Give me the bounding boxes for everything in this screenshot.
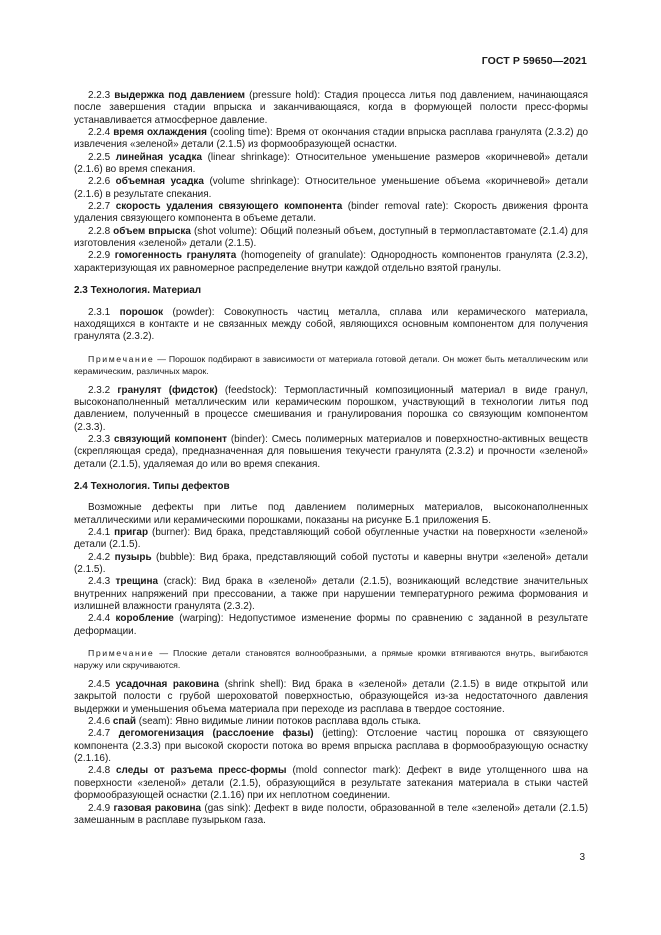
- document-header: ГОСТ Р 59650—2021: [481, 55, 587, 67]
- definition-entry: 2.2.9 гомогенность гранулята (homogeneity of granulate): Однородность компонентов гранулята (2.3.2), характеризующая их равномерное распределение внутри каждой отдельно взятой гранулы.: [74, 250, 589, 274]
- section-heading-2-4: 2.4 Технология. Типы дефектов: [74, 480, 230, 492]
- definition-entry: 2.3.3 связующий компонент (binder): Смесь полимерных материалов и поверхностно-активных веществ (скрепляющая среда), предназначенная для повышения текучести гранулята (2.3.2) и прочности «зеленой» детали (2.1.5), удаляемая до или во время спекания.: [74, 433, 588, 470]
- document-body: [74, 90, 588, 827]
- note: Примечание — Плоские детали становятся волнообразными, а прямые кромки втягиваются внутрь, выгибаются наружу или скручиваются.: [74, 648, 588, 671]
- definition-entry: 2.4.4 коробление (warping): Недопустимое изменение формы по сравнению с заданной в результате деформации.: [74, 613, 588, 637]
- section-intro: Возможные дефекты при литье под давлением полимерных материалов, высоконаполненных металлическими или керамическими порошками, показаны на рисунке Б.1 приложения Б.: [74, 502, 588, 526]
- definition-entry: 2.2.5 линейная усадка (linear shrinkage): Относительное уменьшение размеров «коричневой» детали (2.1.6) во время спекания.: [74, 151, 588, 176]
- definition-entry: 2.4.8 следы от разъема пресс-формы (mold connector mark): Дефект в виде утолщенного шва на поверхности «зеленой» детали (2.1.5), образующийся в результате затекания материала в стыки частей формообразующей оснастки (2.1.16) при их неплотном соединении.: [74, 765, 589, 802]
- definition-entry: 2.2.7 скорость удаления связующего компонента (binder removal rate): Скорость движения фронта удаления связующего компонента в объеме детали.: [74, 201, 588, 225]
- definition-entry: 2.2.8 объем впрыска (shot volume): Общий полезный объем, доступный в термопластавтомате (2.1.4) для изготовления «зеленой» детали (2.1.5).: [74, 225, 588, 250]
- definition-entry: 2.4.9 газовая раковина (gas sink): Дефект в виде полости, образованной в теле «зеленой» детали (2.1.5) замешанным в расплаве пузырьком газа.: [74, 802, 588, 826]
- definition-entry: 2.2.3 выдержка под давлением (pressure hold): Стадия процесса литья под давлением, начинающаяся после завершения стадии впрыска и заканчивающаяся, когда в формующей полости пресс-формы устанавливается атмосферное давление.: [74, 90, 588, 126]
- page-number: 3: [579, 852, 585, 863]
- definition-entry: 2.2.4 время охлаждения (cooling time): Время от окончания стадии впрыска расплава гранулята (2.3.2) до извлечения «зеленой» детали (2.1.5) из формообразующей оснастки.: [74, 127, 589, 151]
- definition-entry: 2.4.2 пузырь (bubble): Вид брака, представляющий собой пустоты и каверны внутри «зеленой» детали (2.1.5).: [74, 551, 588, 575]
- definition-entry: 2.4.7 дегомогенизация (расслоение фазы) (jetting): Отслоение частиц порошка от связующего компонента (2.3.3) при высокой скорости потока во время впрыска расплава в формообразующую оснастку (2.1.16).: [74, 728, 588, 765]
- definition-entry: 2.4.3 трещина (crack): Вид брака в «зеленой» детали (2.1.5), возникающий вследствие значительных внутренних напряжений при прессовании, а также при нарушении температурного режима формования и излишней влажности гранулята (2.3.2).: [74, 576, 588, 613]
- definition-entry: 2.4.6 спай (seam): Явно видимые линии потоков расплава вдоль стыка.: [88, 716, 422, 728]
- definition-entry: 2.3.1 порошок (powder): Совокупность частиц металла, сплава или керамического материала, находящихся в контакте и не связанных между собой, являющихся основным компонентом для получения гранулята (2.3.2).: [74, 306, 588, 343]
- entries-2-2: [74, 90, 588, 275]
- definition-entry: 2.2.6 объемная усадка (volume shrinkage): Относительное уменьшение объема «коричневой» детали (2.1.6) в результате спекания.: [74, 176, 589, 200]
- definition-entry: 2.3.2 гранулят (фидсток) (feedstock): Термопластичный композиционный материал в виде гранул, высоконаполненный металлическим или керамическим порошком, участвующий в технологии литья под давлением, полученный в процессе смешивания и гранулирования порошка со связующим компонентом (2.3.3).: [74, 384, 589, 433]
- definition-entry: 2.4.5 усадочная раковина (shrink shell): Вид брака в «зеленой» детали (2.1.5) в виде открытой или закрытой полости с грубой шероховатой поверхностью, образующейся из-за недостаточного давления выдержки и уменьшения объема материала при переходе из расплава в твердое состояние.: [74, 679, 588, 715]
- section-heading-2-3: 2.3 Технология. Материал: [74, 285, 202, 297]
- note: Примечание — Порошок подбирают в зависимости от материала готовой детали. Он может быть металлическим или керамическим, различных марок.: [74, 353, 588, 376]
- definition-entry: 2.4.1 пригар (burner): Вид брака, представляющий собой обугленные участки на поверхности «зеленой» детали (2.1.5).: [74, 526, 588, 551]
